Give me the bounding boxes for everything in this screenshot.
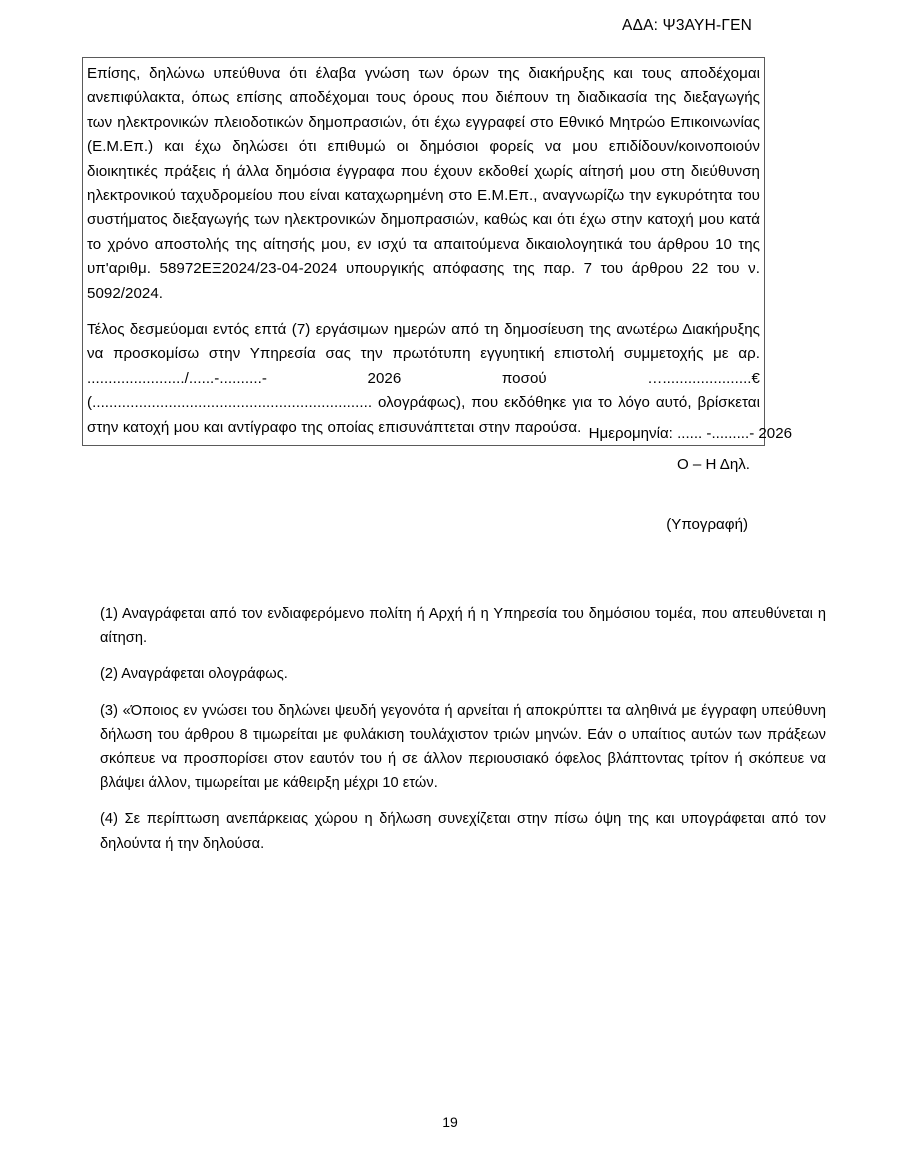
declaration-paragraph-terms: Επίσης, δηλώνω υπεύθυνα ότι έλαβα γνώση των όρων της διακήρυξης και τους αποδέχομαι ανεπιφύλακτα, όπως επίσης αποδέχομαι τους όρους που διέπουν τη διαδικασία της διεξαγωγής των ηλεκτρονικών πλειοδοτικών δημοπρασιών, ότι έχω εγγραφεί στο Εθνικό Μητρώο Επικοινωνίας (Ε.Μ.Επ.) και έχω δηλώσει ότι επιθυμώ οι δημόσιοι φορείς να μου επιδίδουν/κοινοποιούν διοικητικές πράξεις ή άλλα δημόσια έγγραφα που έχουν εκδοθεί χωρίς αίτησή μου στη διεύθυνση ηλεκτρονικού ταχυδρομείου που είναι καταχωρημένη στο Ε.Μ.Επ., αναγνωρίζω την εγκυρότητα του συστήματος διεξαγωγής των ηλεκτρονικών δημοπρασιών, καθώς και ότι έχω στην κατοχή μου κατά το χρόνο αποστολής της αίτησής μου, εν ισχύ τα απαιτούμενα δικαιολογητικά του άρθρου 10 της υπ'αριθμ. 58972ΕΞ2024/23-04-2024 υπουργικής απόφασης της παρ. 7 του άρθρου 22 του ν. 5092/2024. — [87, 65, 760, 302]
date-line: Ημερομηνία: ...... -.........- 2026 — [588, 425, 792, 442]
footnotes-section — [100, 602, 826, 856]
signature-label: (Υπογραφή) — [666, 516, 748, 533]
signature-block — [0, 422, 900, 537]
page-number: 19 — [442, 1114, 458, 1130]
declarant-label: Ο – Η Δηλ. — [677, 456, 750, 473]
footnote-4: (4) Σε περίπτωση ανεπάρκειας χώρου η δήλωση συνεχίζεται στην πίσω όψη της και υπογράφεται από τον δηλούντα ή την δηλούσα. — [100, 811, 826, 852]
footnote-2: (2) Αναγράφεται ολογράφως. — [100, 666, 288, 683]
ada-reference-header: ΑΔΑ: Ψ3ΑΥΗ-ΓΕΝ — [622, 17, 752, 34]
footnote-1: (1) Αναγράφεται από τον ενδιαφερόμενο πολίτη ή Αρχή ή η Υπηρεσία του δημόσιου τομέα, που απευθύνεται η αίτηση. — [100, 606, 826, 647]
footnote-3: (3) «Όποιος εν γνώσει του δηλώνει ψευδή γεγονότα ή αρνείται ή αποκρύπτει τα αληθινά με έγγραφη υπεύθυνη δήλωση του άρθρου 8 τιμωρείται με φυλάκιση τουλάχιστον τριών μηνών. Εάν ο υπαίτιος αυτών των πράξεων σκόπευε να προσπορίσει στον εαυτόν του ή σε άλλον περιουσιακό όφελος βλάπτοντας τρίτον ή σκόπευε να βλάψει άλλον, τιμωρείται με κάθειρξη μέχρι 10 ετών. — [100, 702, 826, 792]
declaration-paragraph-guarantee-letter: Τέλος δεσμεύομαι εντός επτά (7) εργάσιμων ημερών από τη δημοσίευση της ανωτέρω Διακήρυξης να προσκομίσω στην Υπηρεσία σας την πρωτότυπη εγγυητική επιστολή συμμετοχής με αρ. ......................./......-..........- 2026 ποσού ….....................€ (.................................................................. ολογράφως), που εκδόθηκε για το λόγο αυτό, βρίσκεται στην κατοχή μου και αντίγραφο της οποίας επισυνάπτεται στην παρούσα. — [87, 321, 760, 436]
declaration-statement-box — [82, 57, 765, 446]
